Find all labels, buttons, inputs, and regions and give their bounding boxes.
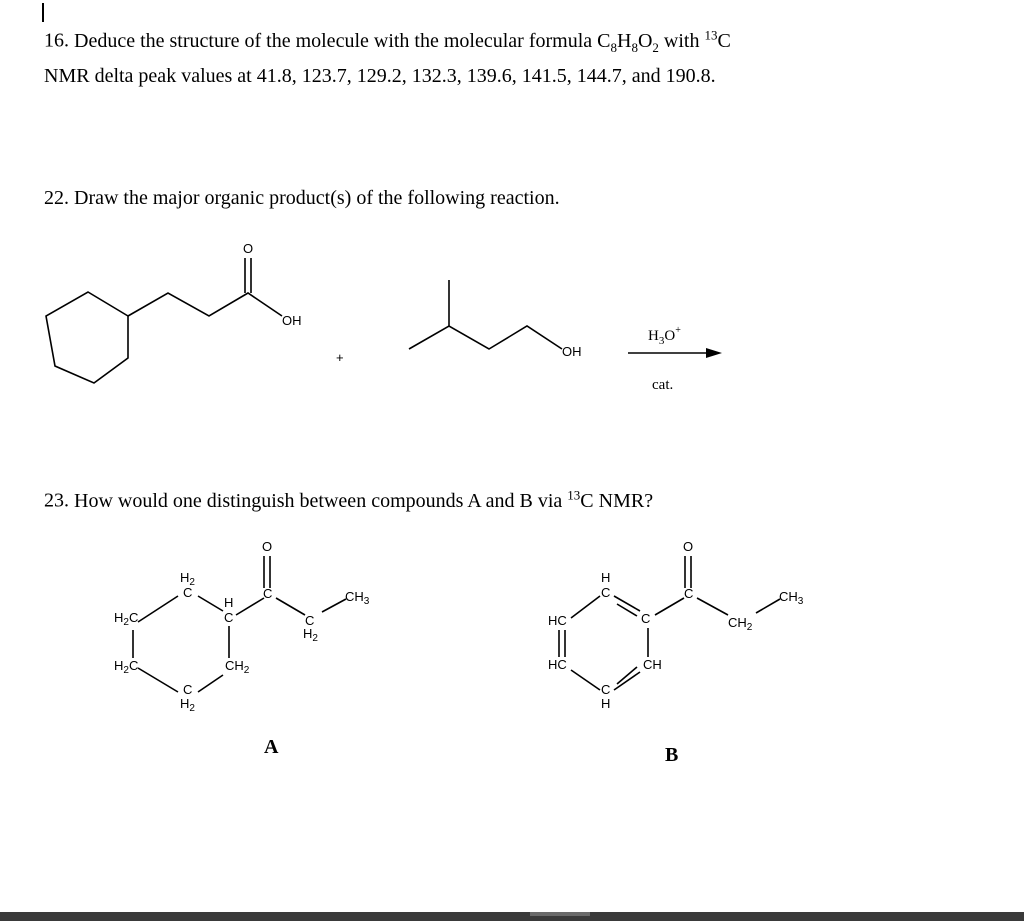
question-16-text: Deduce the structure of the molecule with the molecular formula $C_8H_8O_2$ with $^{13}$C (74, 27, 731, 55)
a-ch3: $CH_3$ (345, 589, 370, 607)
b-carbonyl-c: C (684, 586, 694, 601)
scrollbar-thumb[interactable] (530, 912, 590, 916)
b-ring-c: C (641, 611, 651, 626)
a-left-lower-h2c: $H_2C$ (114, 658, 139, 676)
a-right-ch2: $CH_2$ (225, 658, 250, 676)
compound-a-label: A (264, 736, 279, 758)
plus-sign: + (336, 350, 344, 365)
bottom-scrollbar[interactable] (0, 912, 1024, 921)
compound-b-structure (548, 539, 804, 766)
compound-a-structure (114, 539, 370, 758)
reactant-3-methylbutanol (409, 280, 582, 359)
b-carbonyl-o: O (683, 539, 694, 554)
b-bottom-ch-h: H (601, 696, 611, 711)
svg-text:H3O+: $H_3O^+$ (648, 325, 681, 347)
b-right-ch: CH (643, 657, 662, 672)
reactant2-oh-label: OH (562, 344, 582, 359)
a-ch-h: H (224, 595, 234, 610)
conditions-label: cat. (652, 377, 674, 393)
a-bottom-ch2-h: $H_2$ (180, 696, 195, 714)
b-ch3: $CH_3$ (779, 589, 804, 607)
reactant-cyclohexylbutanoic-acid (46, 241, 302, 383)
reaction-conditions (628, 325, 722, 393)
b-ch2: $CH_2$ (728, 615, 753, 633)
a-ethyl-h2: $H_2$ (303, 626, 318, 644)
b-left-lower-hc: HC (548, 657, 567, 672)
a-carbonyl-c: C (263, 586, 273, 601)
b-left-upper-hc: HC (548, 613, 567, 628)
reagent-label: H (648, 328, 659, 344)
a-carbonyl-o: O (262, 539, 273, 554)
a-top-ch2-c: C (183, 585, 193, 600)
a-top-ch2-h: $H_2$ (180, 570, 195, 588)
a-left-upper-h2c: $H_2C$ (114, 610, 139, 628)
question-23-number: 23. (44, 489, 69, 512)
b-bottom-ch-c: C (601, 682, 611, 697)
b-top-ch-h: H (601, 570, 611, 585)
question-16-text-line2: NMR delta peak values at 41.8, 123.7, 129.2, 132.3, 139.6, 141.5, 144.7, and 190.8. (44, 64, 716, 87)
reactant1-oh-label: OH (282, 313, 302, 328)
reaction-arrow-head (706, 348, 722, 358)
a-ethyl-c: C (305, 613, 315, 628)
a-ch-c: C (224, 610, 234, 625)
question-22-text: Draw the major organic product(s) of the following reaction. (74, 187, 560, 209)
question-23-text: How would one distinguish between compounds A and B via $^{13}$C NMR? (74, 487, 654, 512)
question-16-number: 16. (44, 29, 69, 52)
question-22-number: 22. (44, 187, 69, 209)
b-top-ch-c: C (601, 585, 611, 600)
reactant1-o-label: O (243, 241, 254, 256)
a-bottom-ch2-c: C (183, 682, 193, 697)
compound-b-label: B (665, 744, 679, 766)
